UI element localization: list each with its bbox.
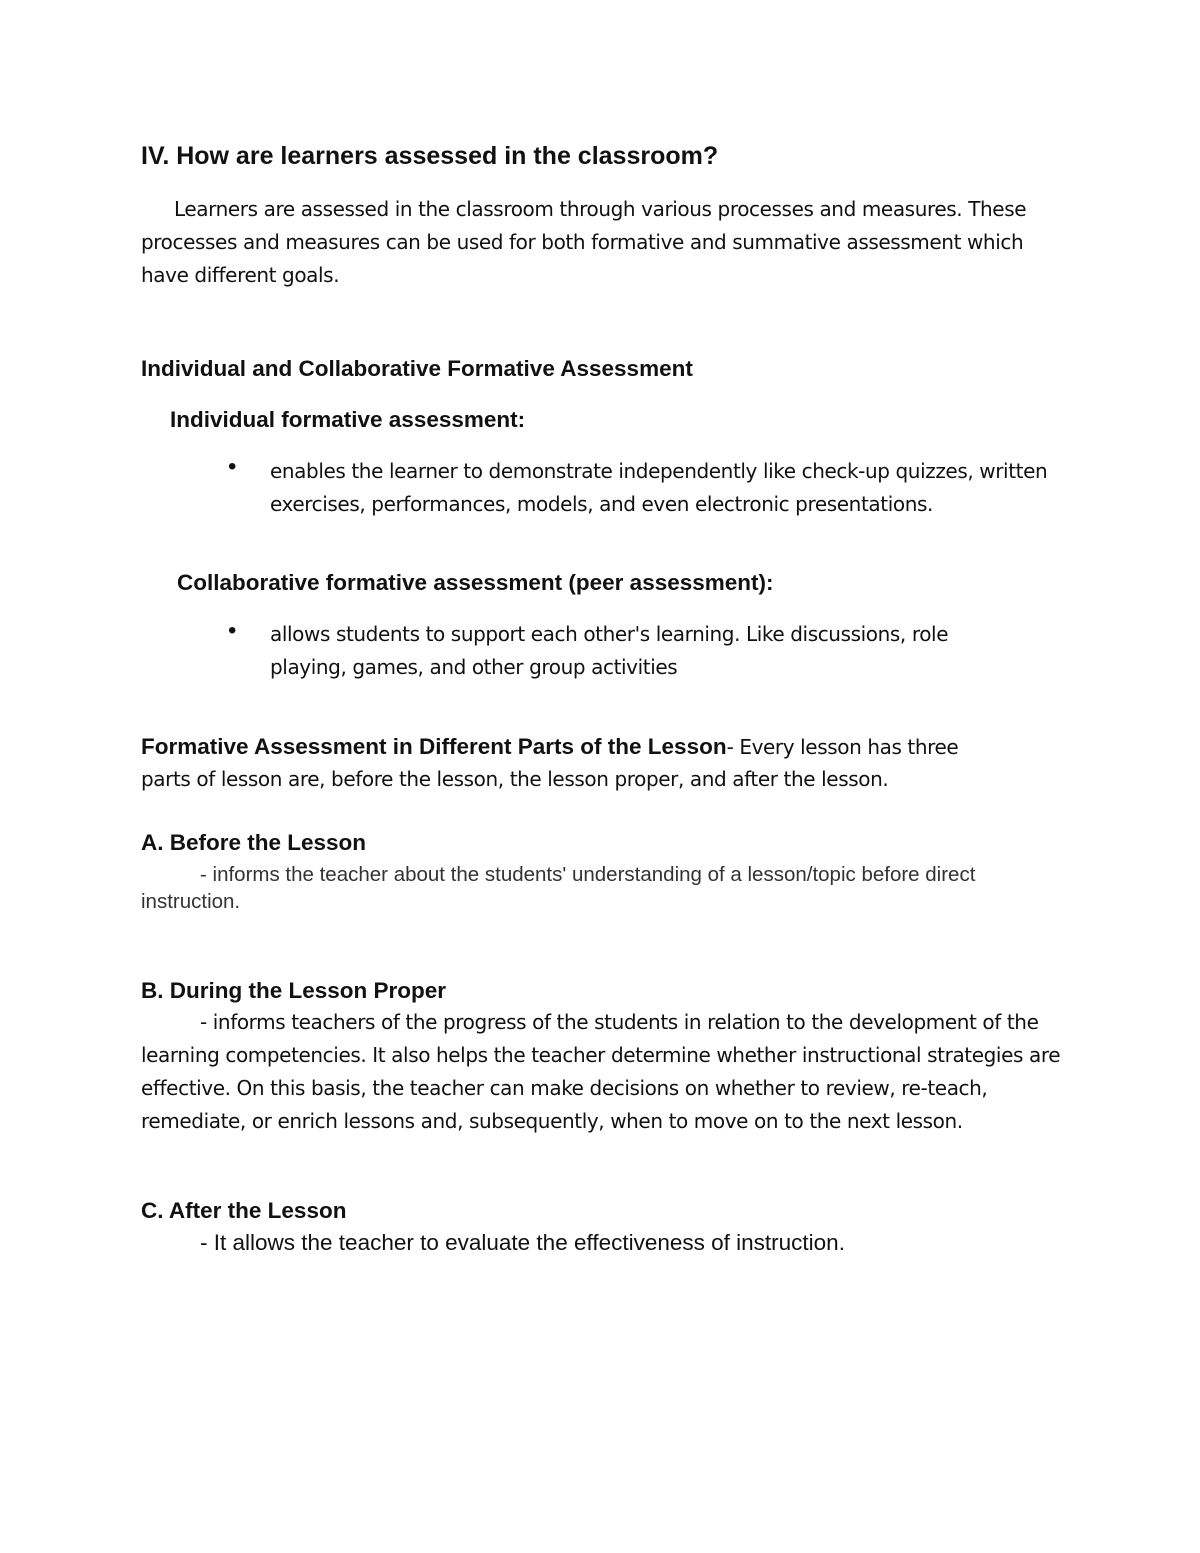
section-c-body: - It allows the teacher to evaluate the effectiveness of instruction. [200, 1230, 845, 1255]
bullet-icon: • [228, 453, 237, 480]
subheading-collaborative-formative: Collaborative formative assessment (peer assessment): [177, 570, 774, 595]
section-a-body [141, 861, 1041, 915]
list-item-individual: enables the learner to demonstrate independently like check-up quizzes, written exercises, performances, models, and even electronic presentations. [270, 459, 1048, 516]
list-item-collaborative: allows students to support each other's learning. Like discussions, role playing, games, and other group activities [270, 622, 949, 679]
section-b-body [141, 1006, 1061, 1138]
formative-parts-text-continued: parts of lesson are, before the lesson, the lesson proper, and after the lesson. [141, 767, 889, 791]
formative-parts-heading: Formative Assessment in Different Parts of the Lesson [141, 734, 727, 759]
page-title: IV. How are learners assessed in the classroom? [141, 142, 719, 170]
section-heading-individual-collaborative: Individual and Collaborative Formative Assessment [141, 356, 693, 381]
subheading-individual-formative: Individual formative assessment: [170, 407, 526, 432]
formative-parts-paragraph [141, 731, 958, 764]
section-a-title: A. Before the Lesson [141, 830, 367, 855]
bullet-icon: • [228, 617, 237, 644]
section-c-title: C. After the Lesson [141, 1198, 347, 1223]
intro-text: Learners are assessed in the classroom through various processes and measures. These processes and measures can be used for both formative and summative assessment which have different goals. [141, 197, 1027, 287]
intro-paragraph [141, 193, 1041, 292]
section-b-text: - informs teachers of the progress of the students in relation to the development of the learning competencies. It also helps the teacher determine whether instructional strategies are effective. On this basis, the teacher can make decisions on whether to review, re-teach, remediate, or enrich lessons and, subsequently, when to move on to the next lesson. [141, 1010, 1061, 1133]
formative-parts-text: - Every lesson has three [726, 735, 959, 759]
section-a-text: - informs the teacher about the students' understanding of a lesson/topic before direct instruction. [141, 863, 976, 913]
section-b-title: B. During the Lesson Proper [141, 978, 447, 1003]
